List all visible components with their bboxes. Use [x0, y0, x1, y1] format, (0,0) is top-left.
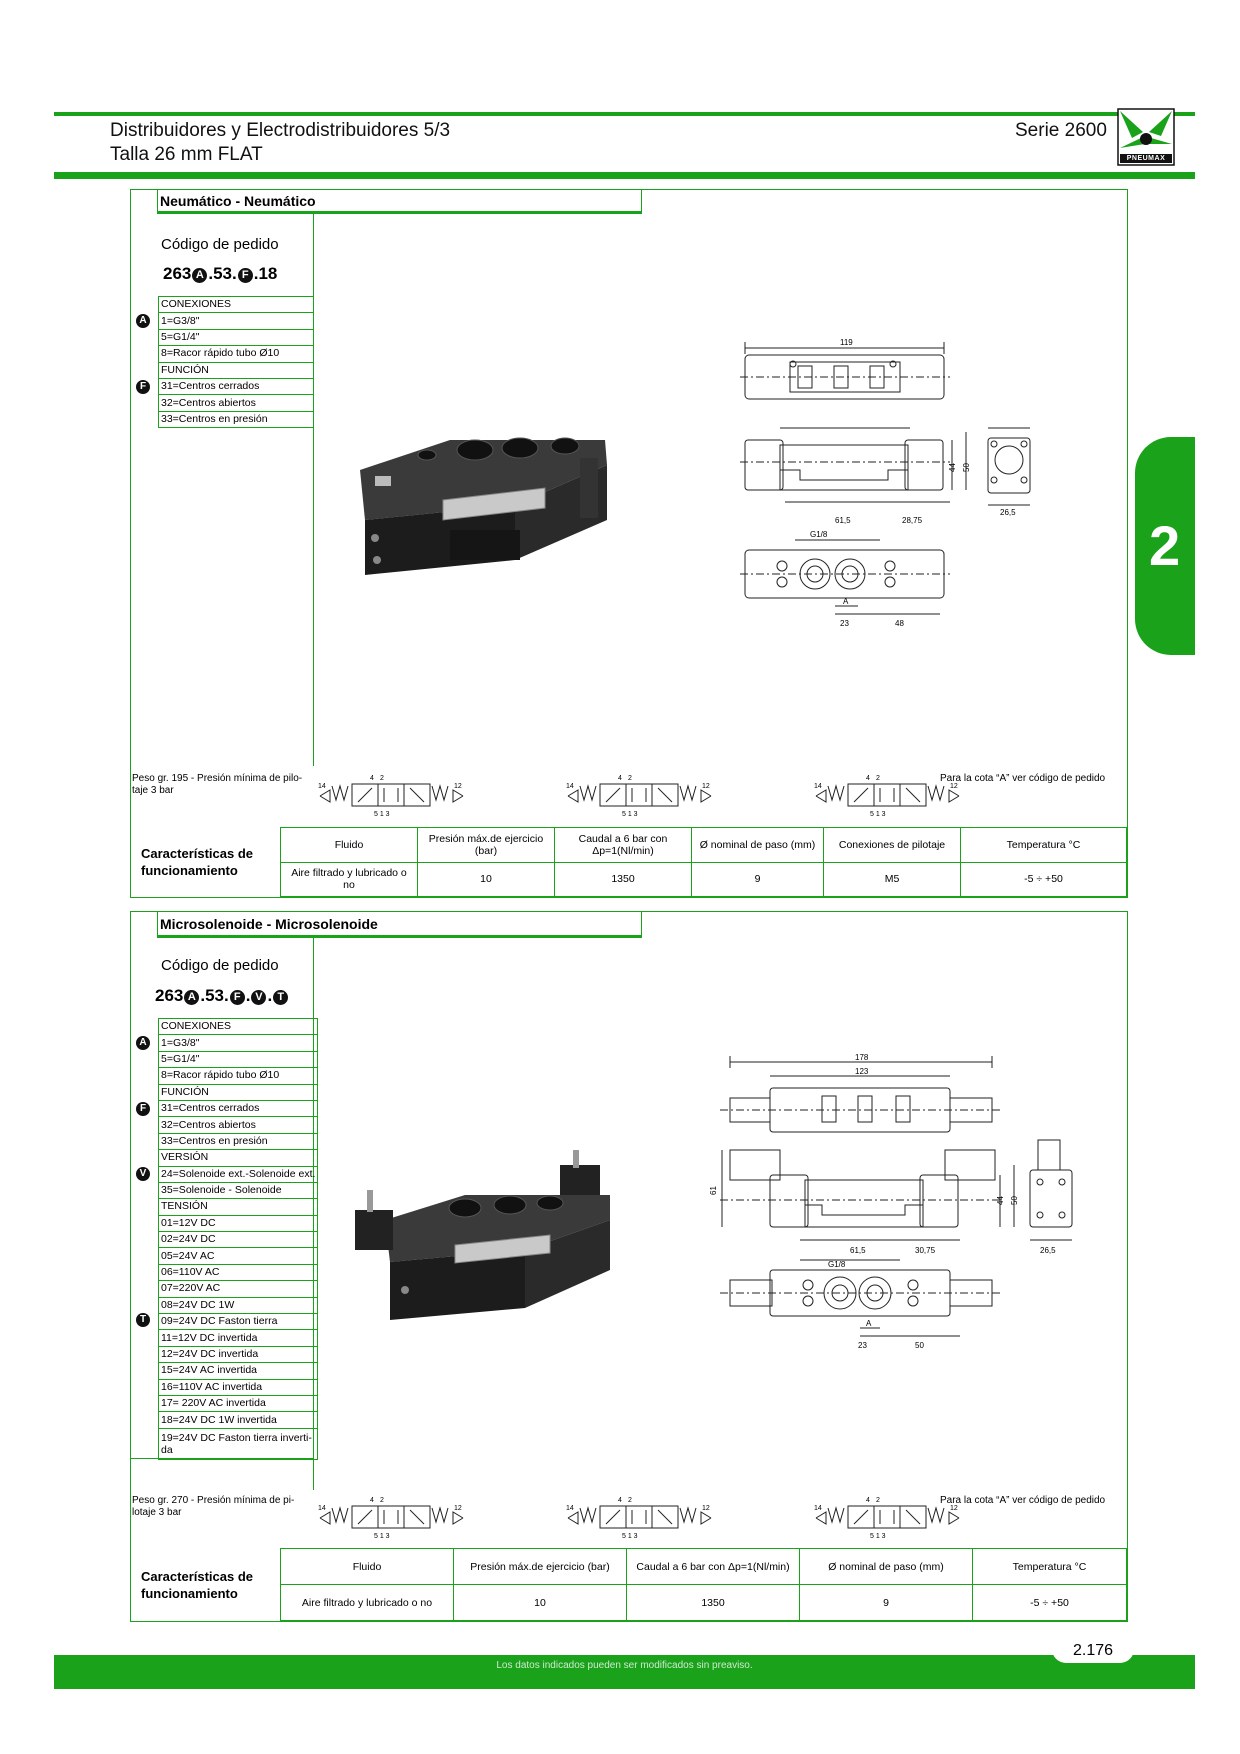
option-row — [159, 395, 314, 411]
order-code-mid-2: .53. — [200, 986, 229, 1005]
option-badge-v: V — [136, 1167, 150, 1181]
option-row — [159, 1117, 318, 1133]
port-label-513: 5 1 3 — [870, 811, 886, 818]
dim-61-5b: 61,5 — [850, 1246, 866, 1255]
port-label-14: 14 — [566, 783, 574, 790]
spec-label-2: Características de funcionamiento — [131, 1549, 281, 1621]
port-label-4: 4 — [866, 1497, 870, 1504]
option-text: VERSIÓN — [159, 1150, 318, 1166]
option-row — [159, 1084, 318, 1100]
valve-symbol — [566, 1494, 716, 1540]
option-text: 35=Solenoide - Solenoide — [159, 1182, 318, 1198]
port-label-12: 12 — [454, 1505, 462, 1512]
option-row — [159, 1412, 318, 1428]
dim-50b: 50 — [1010, 1196, 1019, 1205]
order-code-label: Código de pedido — [161, 236, 279, 253]
spec-value-diameter: 9 — [692, 862, 824, 897]
chapter-tab-number: 2 — [1149, 514, 1181, 577]
dimension-drawings-2 — [700, 1050, 1130, 1350]
chapter-tab[interactable] — [1135, 437, 1195, 655]
code2-badge-f: F — [230, 990, 245, 1005]
option-badge-f: F — [136, 1102, 150, 1116]
option-text: 15=24V AC invertida — [159, 1363, 318, 1379]
option-row — [159, 1314, 318, 1330]
option-row — [159, 1264, 318, 1280]
spec2-header-diameter: Ø nominal de paso (mm) — [800, 1549, 973, 1585]
dim-48: 48 — [895, 619, 904, 628]
valve-symbol — [318, 1494, 468, 1540]
option-row — [159, 1100, 318, 1116]
port-label-4: 4 — [866, 775, 870, 782]
page-subtitle: Talla 26 mm FLAT — [110, 144, 263, 165]
spec2-header-fluid: Fluido — [281, 1549, 454, 1585]
option-text: 09=24V DC Faston tierra — [159, 1314, 318, 1330]
port-label-14: 14 — [814, 783, 822, 790]
spec-header-diameter: Ø nominal de paso (mm) — [692, 828, 824, 863]
port-label-2: 2 — [876, 1497, 880, 1504]
port-label-14: 14 — [566, 1505, 574, 1512]
spec-header-pressure: Presión máx.de ejercicio (bar) — [418, 828, 555, 863]
option-row — [159, 1035, 318, 1051]
header-top-rule — [54, 112, 1195, 116]
option-text: FUNCIÓN — [159, 1084, 318, 1100]
weight-note-2: Peso gr. 270 - Presión mínima de pi- lotaje 3 bar — [132, 1495, 295, 1518]
code-badge-f: F — [238, 268, 253, 283]
option-text: 31=Centros cerrados — [159, 1100, 318, 1116]
spec-label: Características de funcionamiento — [131, 828, 281, 897]
option-text: 1=G3/8" — [159, 313, 314, 329]
option-text: 33=Centros en presión — [159, 411, 314, 427]
dim-44: 44 — [948, 463, 957, 472]
option-text: 02=24V DC — [159, 1232, 318, 1248]
option-row — [159, 1051, 318, 1067]
option-row — [159, 1379, 318, 1395]
option-row — [159, 1248, 318, 1264]
option-text: 1=G3/8" — [159, 1035, 318, 1051]
port-label-513: 5 1 3 — [622, 1533, 638, 1540]
port-label-12: 12 — [950, 783, 958, 790]
code2-badge-t: T — [273, 990, 288, 1005]
port-label-14: 14 — [318, 783, 326, 790]
dim-g1-8b: G1/8 — [828, 1260, 846, 1269]
spec2-header-flow: Caudal a 6 bar con Δp=1(Nl/min) — [627, 1549, 800, 1585]
spec2-value-diameter: 9 — [800, 1585, 973, 1621]
spec-header-fluid: Fluido — [281, 828, 418, 863]
spec-table — [131, 827, 1127, 897]
option-row — [159, 1182, 318, 1198]
option-text: 33=Centros en presión — [159, 1133, 318, 1149]
port-label-2: 2 — [628, 775, 632, 782]
port-label-14: 14 — [814, 1505, 822, 1512]
code-badge-a: A — [192, 268, 207, 283]
order-code-prefix: 263 — [163, 264, 192, 283]
option-text: 05=24V AC — [159, 1248, 318, 1264]
option-badge-f: F — [136, 380, 150, 394]
cota-note-2: Para la cota “A” ver código de pedido — [940, 1495, 1106, 1506]
port-label-2: 2 — [876, 775, 880, 782]
valve-symbol — [814, 1494, 964, 1540]
code2-badge-v: V — [251, 990, 266, 1005]
option-row — [159, 1215, 318, 1231]
section-solenoid-title: Microsolenoide - Microsolenoide — [160, 916, 378, 932]
spec2-header-pressure: Presión máx.de ejercicio (bar) — [454, 1549, 627, 1585]
port-label-513: 5 1 3 — [622, 811, 638, 818]
order-code-2: 263 A .53. F . V . T — [155, 986, 289, 1006]
option-row — [159, 1330, 318, 1346]
dim-23b: 23 — [858, 1341, 867, 1350]
port-label-4: 4 — [370, 775, 374, 782]
spec-value-pressure: 10 — [418, 862, 555, 897]
option-text: 5=G1/4" — [159, 1051, 318, 1067]
spec2-value-fluid: Aire filtrado y lubricado o no — [281, 1585, 454, 1621]
port-label-4: 4 — [618, 1497, 622, 1504]
option-row — [159, 313, 314, 329]
option-text: 8=Racor rápido tubo Ø10 — [159, 346, 314, 362]
spec2-value-temperature: -5 ÷ +50 — [973, 1585, 1127, 1621]
port-label-4: 4 — [618, 775, 622, 782]
pneumax-logo — [1117, 108, 1175, 166]
header-bottom-rule — [54, 172, 1195, 179]
spec-value-temperature: -5 ÷ +50 — [961, 862, 1127, 897]
dim-g1-8: G1/8 — [810, 530, 828, 539]
option-row — [159, 1428, 318, 1459]
option-text: CONEXIONES — [159, 297, 314, 313]
code2-badge-a: A — [184, 990, 199, 1005]
weight-note: Peso gr. 195 - Presión mínima de pilo- taje 3 bar — [132, 773, 303, 796]
option-row — [159, 1363, 318, 1379]
option-row — [159, 1297, 318, 1313]
dim-30-75: 30,75 — [915, 1246, 936, 1255]
option-text: 32=Centros abiertos — [159, 1117, 318, 1133]
option-row — [159, 362, 314, 378]
section-pneumatic-title: Neumático - Neumático — [160, 193, 316, 209]
options-table — [158, 296, 314, 428]
option-row — [159, 1068, 318, 1084]
option-row — [159, 411, 314, 427]
option-text: 07=220V AC — [159, 1281, 318, 1297]
option-row — [159, 1133, 318, 1149]
order-code-suffix: .18 — [253, 264, 278, 283]
spec-value-pilot: M5 — [824, 862, 961, 897]
order-code-label-2: Código de pedido — [161, 957, 279, 974]
dimension-drawings — [740, 330, 1140, 630]
logo-text: PNEUMAX — [1126, 155, 1166, 162]
option-badge-a: A — [136, 314, 150, 328]
valve-symbol — [318, 772, 468, 818]
spec-value-fluid: Aire filtrado y lubricado o no — [281, 862, 418, 897]
page-number: 2.176 — [1072, 1642, 1114, 1659]
dim-61: 61 — [709, 1186, 718, 1195]
options-table-2 — [158, 1018, 318, 1460]
dim-178: 178 — [855, 1053, 869, 1062]
spec-table-2 — [131, 1548, 1127, 1621]
port-label-12: 12 — [702, 1505, 710, 1512]
option-row — [159, 1395, 318, 1411]
spec-header-temperature: Temperatura °C — [961, 828, 1127, 863]
spec2-value-flow: 1350 — [627, 1585, 800, 1621]
dim-a: A — [843, 597, 849, 606]
series-label: Serie 2600 — [1015, 120, 1107, 141]
dim-119: 119 — [840, 338, 853, 347]
option-text: 5=G1/4" — [159, 329, 314, 345]
option-row — [159, 1199, 318, 1215]
dim-26-5b: 26,5 — [1040, 1246, 1056, 1255]
option-text: 17= 220V AC invertida — [159, 1395, 318, 1411]
port-label-12: 12 — [454, 783, 462, 790]
dim-61-5: 61,5 — [835, 516, 851, 525]
port-label-4: 4 — [370, 1497, 374, 1504]
option-text: 01=12V DC — [159, 1215, 318, 1231]
port-label-513: 5 1 3 — [870, 1533, 886, 1540]
valve-photo — [355, 430, 615, 590]
port-label-14: 14 — [318, 1505, 326, 1512]
option-row — [159, 1150, 318, 1166]
page-title: Distribuidores y Electrodistribuidores 5/3 — [110, 120, 451, 141]
option-text: 12=24V DC invertida — [159, 1346, 318, 1362]
spec-header-flow: Caudal a 6 bar con Δp=1(Nl/min) — [555, 828, 692, 863]
dim-50: 50 — [962, 463, 971, 472]
dim-a-2: A — [866, 1319, 872, 1328]
dim-50c: 50 — [915, 1341, 924, 1350]
port-label-513: 5 1 3 — [374, 1533, 390, 1540]
option-text: 31=Centros cerrados — [159, 378, 314, 394]
option-row — [159, 1346, 318, 1362]
port-label-2: 2 — [380, 775, 384, 782]
option-text: 32=Centros abiertos — [159, 395, 314, 411]
option-row — [159, 297, 314, 313]
dim-28-75: 28,75 — [902, 516, 923, 525]
dim-123: 123 — [855, 1067, 869, 1076]
option-row — [159, 378, 314, 394]
port-label-12: 12 — [702, 783, 710, 790]
option-text: FUNCIÓN — [159, 362, 314, 378]
valve-symbol — [566, 772, 716, 818]
option-text: 19=24V DC Faston tierra inverti- da — [159, 1428, 318, 1459]
spec2-header-temperature: Temperatura °C — [973, 1549, 1127, 1585]
order-code-prefix-2: 263 — [155, 986, 184, 1005]
option-row — [159, 346, 314, 362]
option-text: 08=24V DC 1W — [159, 1297, 318, 1313]
option-text: 8=Racor rápido tubo Ø10 — [159, 1068, 318, 1084]
port-label-12: 12 — [950, 1505, 958, 1512]
option-badge-t: T — [136, 1313, 150, 1327]
option-row — [159, 1019, 318, 1035]
option-row — [159, 1281, 318, 1297]
option-text: 11=12V DC invertida — [159, 1330, 318, 1346]
port-label-2: 2 — [380, 1497, 384, 1504]
option-text: 18=24V DC 1W invertida — [159, 1412, 318, 1428]
dim-26-5: 26,5 — [1000, 508, 1016, 517]
port-label-2: 2 — [628, 1497, 632, 1504]
order-code — [163, 264, 277, 284]
dim-44b: 44 — [996, 1196, 1005, 1205]
spec-header-pilot: Conexiones de pilotaje — [824, 828, 961, 863]
option-text: TENSIÓN — [159, 1199, 318, 1215]
option-text: 06=110V AC — [159, 1264, 318, 1280]
footer-disclaimer: Los datos indicados pueden ser modificados sin preaviso. — [496, 1660, 753, 1671]
solenoid-valve-photo — [345, 1150, 625, 1330]
option-row — [159, 1232, 318, 1248]
valve-symbol — [814, 772, 964, 818]
option-text: CONEXIONES — [159, 1019, 318, 1035]
cota-note: Para la cota “A” ver código de pedido — [940, 773, 1106, 784]
option-badge-a: A — [136, 1036, 150, 1050]
port-label-513: 5 1 3 — [374, 811, 390, 818]
option-text: 24=Solenoide ext.-Solenoide ext. — [159, 1166, 318, 1182]
dim-23: 23 — [840, 619, 849, 628]
option-row — [159, 1166, 318, 1182]
spec-value-flow: 1350 — [555, 862, 692, 897]
spec2-value-pressure: 10 — [454, 1585, 627, 1621]
order-code-mid: .53. — [208, 264, 237, 283]
option-text: 16=110V AC invertida — [159, 1379, 318, 1395]
option-row — [159, 329, 314, 345]
